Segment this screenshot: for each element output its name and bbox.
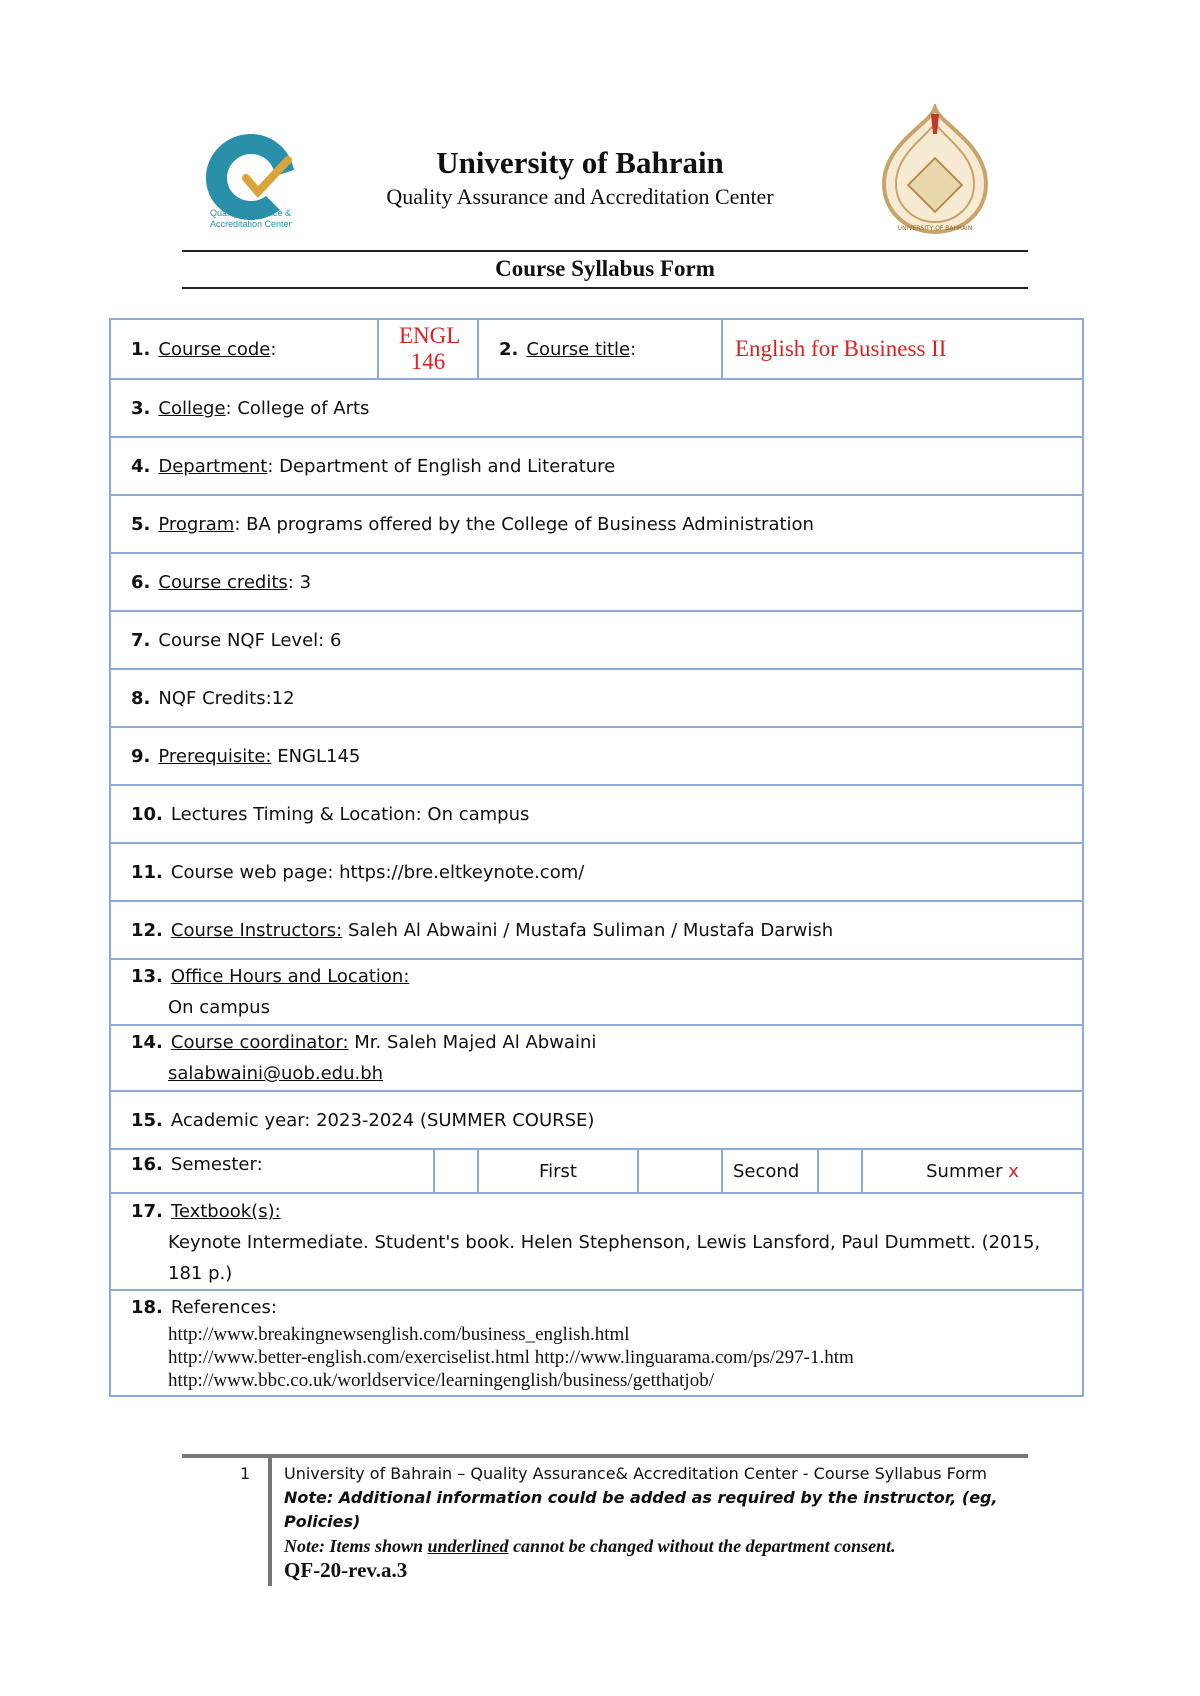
semester-second-label: Second	[722, 1149, 818, 1193]
row-office-hours: 13. Office Hours and Location: On campus	[110, 959, 1083, 1025]
semester-summer-cell	[862, 1149, 1083, 1193]
coordinator-email-link[interactable]: salabwaini@uob.edu.bh	[168, 1063, 384, 1084]
semester-first-box	[434, 1149, 478, 1193]
seal-text: UNIVERSITY OF BAHRAIN	[897, 225, 973, 232]
course-title-label-cell: 2. Course title:	[478, 319, 722, 379]
department-value: : Department of English and Literature	[267, 455, 616, 477]
footer-note-underlined: Note: Items shown underlined cannot be changed without the department consent.	[284, 1536, 896, 1556]
footer-text	[284, 1462, 1034, 1582]
form-code: QF-20-rev.a.3	[284, 1558, 408, 1582]
row-coordinator: 14. Course coordinator: Mr. Saleh Majed Al Abwaini salabwaini@uob.edu.bh	[110, 1025, 1083, 1091]
course-title-label: Course title	[526, 338, 631, 360]
reference-link[interactable]: http://www.breakingnewsenglish.com/business_english.html	[168, 1324, 630, 1345]
nqf-level-text: Course NQF Level: 6	[158, 629, 342, 651]
credits-value: : 3	[287, 571, 312, 593]
row-credits: 6. Course credits: 3	[110, 553, 1083, 611]
office-hours-label: Office Hours and Location:	[170, 966, 410, 987]
row-academic-year: 15. Academic year: 2023-2024 (SUMMER COURSE)	[110, 1091, 1083, 1149]
course-code-label: Course code	[158, 338, 271, 360]
nqf-credits-text: NQF Credits:12	[158, 687, 295, 709]
department-label: Department	[158, 455, 268, 477]
syllabus-table	[109, 318, 1084, 1397]
row-number: 1.	[131, 338, 151, 360]
course-code-label-cell: 1. Course code:	[110, 319, 378, 379]
row-nqf-credits: 8. NQF Credits:12	[110, 669, 1083, 727]
row-number: 2.	[499, 338, 519, 360]
instructors-value: Saleh Al Abwaini / Mustafa Suliman / Mustafa Darwish	[342, 919, 834, 941]
web-page-text: Course web page: https://bre.eltkeynote.com/	[170, 861, 585, 883]
row-lectures: 10. Lectures Timing & Location: On campus	[110, 785, 1083, 843]
prerequisite-value: ENGL145	[271, 745, 361, 767]
program-value: : BA programs offered by the College of Business Administration	[234, 513, 814, 535]
row-semester: 16. Semester: First Second Summer x	[110, 1149, 1083, 1193]
textbook-value: Keynote Intermediate. Student's book. Helen Stephenson, Lewis Lansford, Paul Dummett. (2015, 181 p.)	[168, 1232, 1041, 1284]
coordinator-value: Mr. Saleh Majed Al Abwaini	[348, 1032, 597, 1053]
university-title: University of Bahrain	[436, 145, 724, 180]
footer-rule	[182, 1454, 1028, 1458]
program-label: Program	[158, 513, 235, 535]
semester-summer-mark: x	[1008, 1160, 1019, 1182]
footer-divider	[268, 1458, 272, 1586]
row-college: 3. College: College of Arts	[110, 379, 1083, 437]
university-seal-icon	[876, 104, 994, 236]
footer-note: Note: Additional information could be added as required by the instructor, (eg, Policies)	[284, 1488, 998, 1531]
coordinator-label: Course coordinator:	[170, 1032, 349, 1053]
row-textbook: 17. Textbook(s): Keynote Intermediate. Student's book. Helen Stephenson, Lewis Lansford, Paul Dummett. (2015, 181 p.)	[110, 1193, 1083, 1290]
prerequisite-label: Prerequisite:	[158, 745, 272, 767]
row-department: 4. Department: Department of English and Literature	[110, 437, 1083, 495]
reference-link[interactable]: http://www.bbc.co.uk/worldservice/learningenglish/business/getthatjob/	[168, 1370, 714, 1391]
row-course-code-title	[110, 319, 1083, 379]
footer-line: University of Bahrain – Quality Assurance& Accreditation Center - Course Syllabus Form	[284, 1464, 987, 1483]
reference-link[interactable]: http://www.better-english.com/exerciselist.html http://www.linguarama.com/ps/297-1.htm	[168, 1347, 854, 1368]
course-title-value-cell	[722, 319, 1083, 379]
center-subtitle: Quality Assurance and Accreditation Center	[386, 184, 774, 209]
page-number: 1	[240, 1464, 251, 1483]
row-references: 18. References: http://www.breakingnewsenglish.com/business_english.html http://www.better-english.com/exerciselist.html http://www.linguarama.com/ps/297-1.htm http://www.bbc.co.uk/worldservice/learningenglish/business/getthatjob/	[110, 1290, 1083, 1396]
semester-summer-box	[818, 1149, 862, 1193]
course-code-value-cell	[378, 319, 478, 379]
semester-label: Semester:	[170, 1154, 263, 1175]
references-label: References:	[170, 1297, 277, 1318]
office-hours-value: On campus	[168, 997, 270, 1018]
semester-summer-label: Summer	[926, 1160, 1003, 1182]
semester-second-box	[638, 1149, 722, 1193]
textbook-label: Textbook(s):	[170, 1201, 281, 1222]
row-instructors: 12. Course Instructors: Saleh Al Abwaini / Mustafa Suliman / Mustafa Darwish	[110, 901, 1083, 959]
title-rule-bottom	[182, 287, 1028, 289]
semester-first-label: First	[478, 1149, 638, 1193]
row-nqf-level: 7. Course NQF Level: 6	[110, 611, 1083, 669]
course-code-value: ENGL 146	[399, 323, 461, 374]
academic-year-text: Academic year: 2023-2024 (SUMMER COURSE)	[170, 1109, 595, 1131]
row-program: 5. Program: BA programs offered by the College of Business Administration	[110, 495, 1083, 553]
instructors-label: Course Instructors:	[170, 919, 343, 941]
form-title: Course Syllabus Form	[495, 256, 715, 281]
row-prerequisite: 9. Prerequisite: ENGL145	[110, 727, 1083, 785]
row-web-page: 11. Course web page: https://bre.eltkeynote.com/	[110, 843, 1083, 901]
college-label: College	[158, 397, 226, 419]
lectures-text: Lectures Timing & Location: On campus	[170, 803, 530, 825]
title-rule-top	[182, 250, 1028, 252]
college-value: : College of Arts	[225, 397, 370, 419]
credits-label: Course credits	[158, 571, 288, 593]
course-title-value: English for Business II	[735, 336, 947, 361]
qa-logo-caption: Quality Assurance & Accreditation Center	[210, 208, 292, 229]
